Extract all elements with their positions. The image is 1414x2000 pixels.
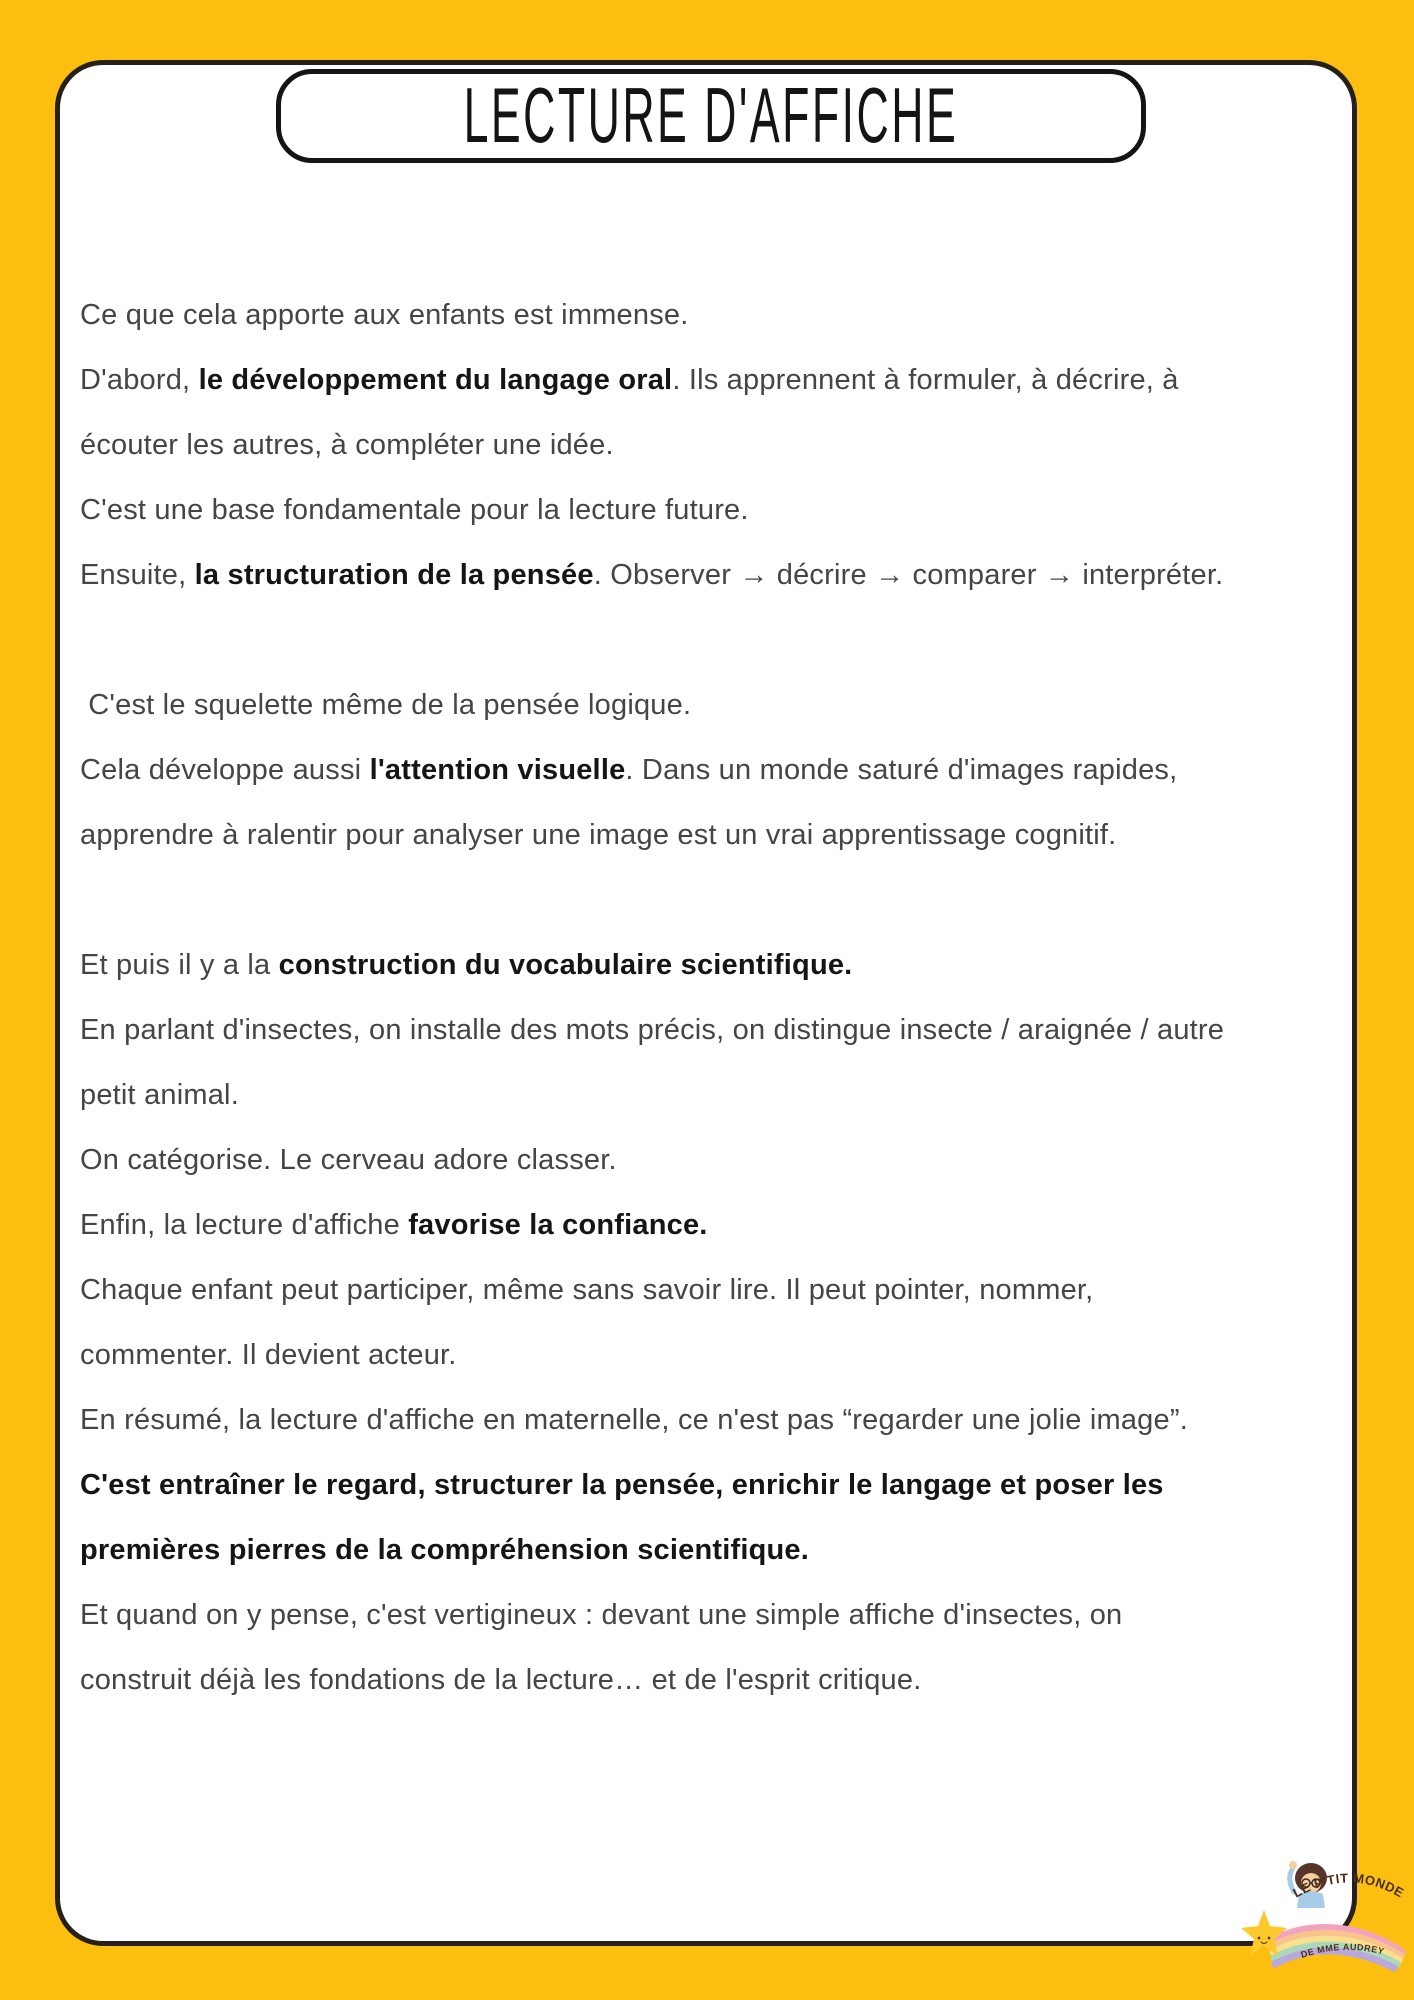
paragraph: Cela développe aussi l'attention visuelle. Dans un monde saturé d'images rapides, apprendre à ralentir pour analyser une image est un vrai apprentissage cognitif. bbox=[80, 754, 1178, 851]
paragraph: D'abord, le développement du langage oral. Ils apprennent à formuler, à décrire, à écouter les autres, à compléter une idée. bbox=[80, 364, 1179, 461]
paragraph: En résumé, la lecture d'affiche en maternelle, ce n'est pas “regarder une jolie image”. bbox=[80, 1404, 1188, 1436]
paragraph: On catégorise. Le cerveau adore classer. bbox=[80, 1144, 617, 1176]
site-logo bbox=[1238, 1850, 1410, 1992]
paragraph: C'est une base fondamentale pour la lecture future. bbox=[80, 494, 749, 526]
logo-text-bottom: DE MME AUDREY bbox=[1299, 1941, 1386, 1960]
paragraph: En parlant d'insectes, on installe des mots précis, on distingue insecte / araignée / autre petit animal. bbox=[80, 1014, 1225, 1111]
paragraph: Chaque enfant peut participer, même sans savoir lire. Il peut pointer, nommer, commenter. Il devient acteur. bbox=[80, 1274, 1094, 1371]
paragraph: C'est entraîner le regard, structurer la pensée, enrichir le langage et poser les premières pierres de la compréhension scientifique. bbox=[80, 1469, 1164, 1566]
body-text bbox=[80, 283, 1240, 1713]
paragraph: C'est le squelette même de la pensée logique. bbox=[80, 689, 692, 721]
page-title: LECTURE D'AFFICHE bbox=[463, 72, 959, 160]
paragraph: Et puis il y a la construction du vocabulaire scientifique. bbox=[80, 949, 853, 981]
logo-text-top: LE P'TIT MONDE bbox=[1290, 1870, 1407, 1901]
paragraph: Et quand on y pense, c'est vertigineux : devant une simple affiche d'insectes, on construit déjà les fondations de la lecture… et de l'esprit critique. bbox=[80, 1599, 1123, 1696]
paragraph: Enfin, la lecture d'affiche favorise la confiance. bbox=[80, 1209, 708, 1241]
paragraph: Ensuite, la structuration de la pensée. Observer → décrire → comparer → interpréter. bbox=[80, 559, 1224, 591]
content-panel bbox=[55, 60, 1357, 1946]
paragraph: Ce que cela apporte aux enfants est immense. bbox=[80, 299, 689, 331]
title-box bbox=[276, 69, 1146, 163]
